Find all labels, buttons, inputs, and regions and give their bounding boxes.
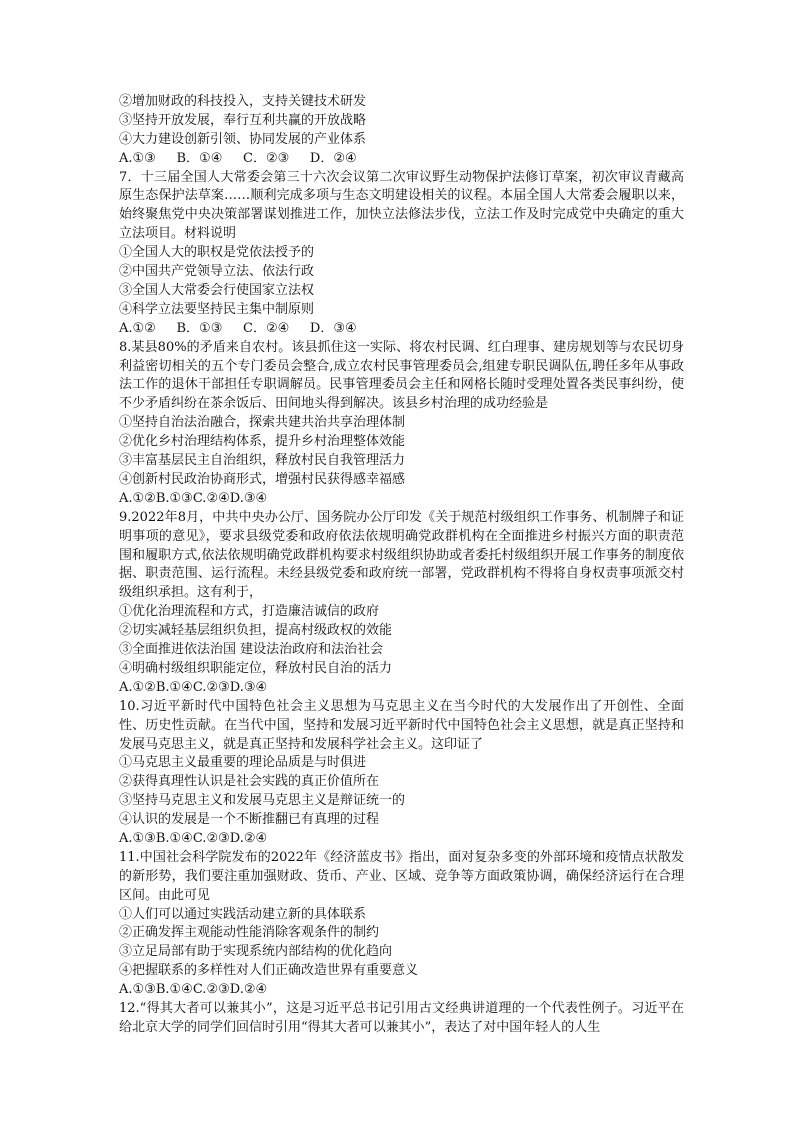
- option-line: ①人们可以通过实践活动建立新的具体联系: [119, 906, 367, 922]
- answer-choices: A.①③B.①④C.②③D.②④: [119, 982, 268, 998]
- answer-choices: A.①② B．①③ C．②④ D．③④: [119, 320, 357, 336]
- option-line: ②获得真理性认识是社会实践的真正价值所在: [119, 774, 380, 790]
- question-7-stem: 7．十三届全国人大常委会第三十六次会议第二次审议野生动物保护法修订草案，初次审议青藏高原生态保护法草案……顺利完成多项与生态文明建设相关的议程。本届全国人大常委会履职以来，始终聚焦党中央决策部署谋划推进工作，加快立法修法步伐，立法工作及时完成党中央确定的重大立法项目。材料说明: [119, 169, 684, 242]
- option-line: ④大力建设创新引领、协同发展的产业体系: [119, 131, 367, 147]
- question-12-stem: 12.“得其大者可以兼其小”，这是习近平总书记引用古文经典讲道理的一个代表性例子。习近平在给北京大学的同学们回信时引用“得其大者可以兼其小”，表达了对中国年轻人的人生: [119, 1001, 684, 1035]
- option-line: ②增加财政的科技投入，支持关键技术研发: [119, 94, 367, 109]
- option-line: ②中国共产党领导立法、依法行政: [119, 264, 315, 280]
- option-line: ③全国人大常委会行使国家立法权: [119, 282, 315, 298]
- question-9-stem: 9.2022年8月，中共中央办公厅、国务院办公厅印发《关于规范村级组织工作事务、机制牌子和证明事项的意见》，要求县级党委和政府依法依规明确党政群机构在全面推进乡村振兴方面的职责范围和履职方式,依法依规明确党政群机构要求村级组织协助或者委托村级组织开展工作事务的制度依据、职责范围、运行流程。未经县级党委和政府统一部署，党政群机构不得将自身权责事项派交村级组织承担。这有利于，: [119, 509, 684, 601]
- option-line: ③坚持开放发展，奉行互利共赢的开放战略: [119, 112, 367, 128]
- option-line: ①优化治理流程和方式，打造廉洁诚信的政府: [119, 604, 380, 620]
- option-line: ④明确村级组织职能定位，释放村民自治的活力: [119, 660, 393, 676]
- answer-choices: A.①②B.①③C.②④D.③④: [119, 490, 268, 506]
- option-line: ①全国人大的职权是党依法授予的: [119, 245, 315, 261]
- option-line: ③丰富基层民主自治组织，释放村民自我管理活力: [119, 453, 406, 469]
- question-8-stem: 8.某县80%的矛盾来自农村。该县抓住这一实际、将农村民调、红白理事、建房规划等与农民切身利益密切相关的五个专门委员会整合,成立农村民事管理委员会,组建专职民调队伍,聘任多年从事政法工作的退休干部担任专职调解员。民事管理委员会主任和网格长随时受理处置各类民事纠纷，使不少矛盾纠纷在茶余饭后、田间地头得到解决。该县乡村治理的成功经验是: [119, 339, 684, 412]
- option-line: ④创新村民政治协商形式，增强村民获得感幸福感: [119, 471, 406, 487]
- document-page: [119, 93, 684, 1038]
- option-line: ①坚持自治法治融合，探索共建共治共享治理体制: [119, 415, 406, 431]
- option-line: ②优化乡村治理结构体系，提升乡村治理整体效能: [119, 434, 406, 450]
- answer-choices: A.①②B.①④C.②③D.③④: [119, 679, 268, 695]
- question-11-stem: 11.中国社会科学院发布的2022年《经济蓝皮书》指出，面对复杂多变的外部环境和疫情点状散发的新形势，我们要注重加强财政、货币、产业、区域、竞争等方面政策协调，确保经济运行在合理区间。由此可见: [119, 849, 684, 903]
- option-line: ③立足局部有助于实现系统内部结构的优化趋向: [119, 944, 393, 960]
- option-line: ②切实减轻基层组织负担，提高村级政权的效能: [119, 623, 393, 639]
- question-10-stem: 10.习近平新时代中国特色社会主义思想为马克思主义在当今时代的大发展作出了开创性、全面性、历史性贡献。在当代中国，坚持和发展习近平新时代中国特色社会主义思想，就是真正坚持和发展马克思主义，就是真正坚持和发展科学社会主义。这印证了: [119, 698, 684, 752]
- option-line: ④科学立法要坚持民主集中制原则: [119, 301, 315, 317]
- answer-choices: A.①③ B．①④ C．②③ D．②④: [119, 150, 357, 166]
- option-line: ③坚持马克思主义和发展马克思主义是辩证统一的: [119, 793, 406, 809]
- option-line: ④认识的发展是一个不断推翻已有真理的过程: [119, 812, 380, 828]
- option-line: ②正确发挥主观能动性能消除客观条件的制约: [119, 925, 380, 941]
- option-line: ④把握联系的多样性对人们正确改造世界有重要意义: [119, 963, 419, 979]
- option-line: ①马克思主义最重要的理论品质是与时俱进: [119, 755, 367, 771]
- option-line: ③全面推进依法治国 建设法治政府和法治社会: [119, 642, 384, 658]
- answer-choices: A.①③B.①④C.②③D.②④: [119, 830, 268, 846]
